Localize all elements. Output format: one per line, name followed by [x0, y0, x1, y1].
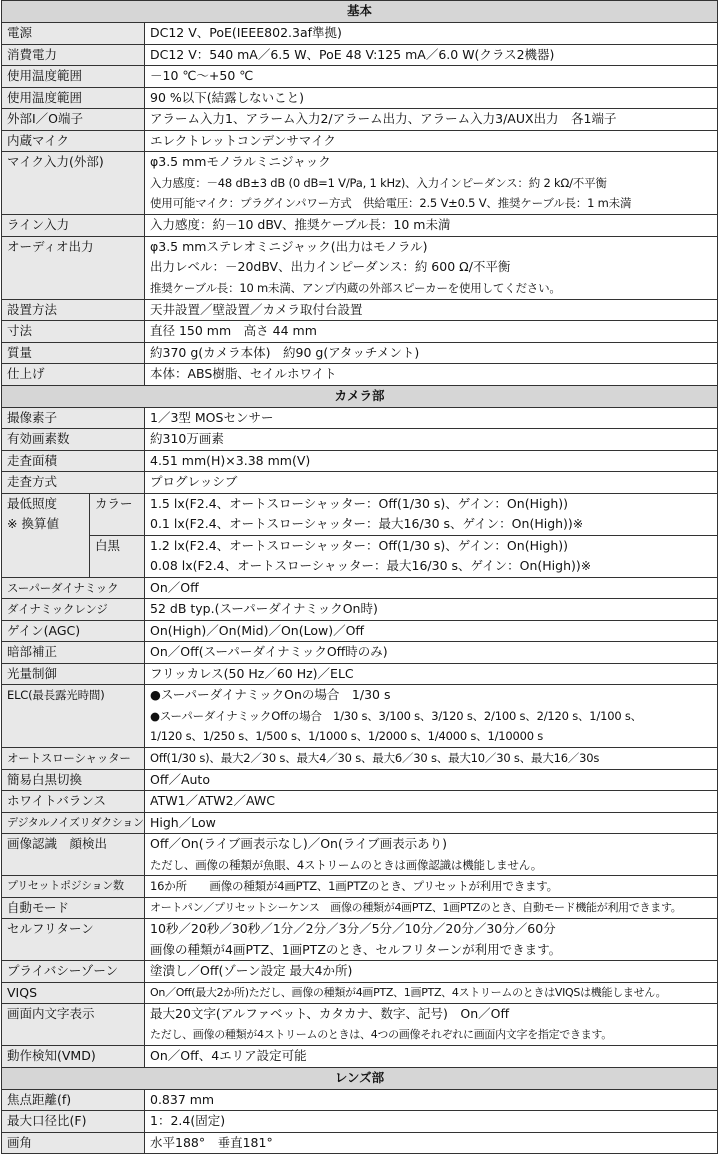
row-label-privacy: プライバシーゾーン — [2, 961, 145, 983]
row-value-bw-switch: Off／Auto — [145, 769, 718, 791]
row-value-scan: プログレッシブ — [145, 472, 718, 494]
row-value-wb: ATW1／ATW2／AWC — [145, 791, 718, 813]
row-label-super-dyn: スーパーダイナミック — [2, 577, 145, 599]
osd-line-1: 最大20文字(アルファベット、カタカナ、数字、記号) On／Off — [150, 1006, 510, 1021]
row-label-dnr: デジタルノイズリダクション — [2, 812, 145, 834]
face-line-1: Off／On(ライブ画表示なし)／On(ライブ画表示あり) — [150, 836, 447, 851]
self-return-line-2: 画像の種類が4画PTZ、1画PTZのとき、セルフリターンが利用できます。 — [150, 941, 562, 957]
mic-in-line-3: 使用可能マイク：プラグインパワー方式 供給電圧：2.5 V±0.5 V、推奨ケーブル長：1 m未満 — [150, 196, 632, 210]
row-label-elc: ELC(最長露光時間) — [2, 685, 145, 748]
audio-out-line-3: 推奨ケーブル長：10 m未満、アンプ内蔵の外部スピーカーを使用してください。 — [150, 280, 561, 295]
self-return-line-1: 10秒／20秒／30秒／1分／2分／3分／5分／10分／20分／30分／60分 — [150, 921, 556, 936]
row-value-sensor: 1／3型 MOSセンサー — [145, 407, 718, 429]
row-label-pixels: 有効画素数 — [2, 429, 145, 451]
row-value-preset: 16か所 画像の種類が4画PTZ、1画PTZのとき、プリセットが利用できます。 — [145, 876, 718, 898]
min-illum-label-2: ※ 換算値 — [7, 516, 59, 531]
row-value-face — [145, 834, 718, 876]
row-value-humidity: 90 %以下(結露しないこと) — [145, 87, 718, 109]
row-label-size: 寸法 — [2, 321, 145, 343]
row-label-wb: ホワイトバランス — [2, 791, 145, 813]
spec-table — [1, 0, 718, 1154]
min-illum-color-value — [145, 493, 718, 535]
min-illum-bw-line-1: 1.2 lx(F2.4、オートスローシャッター：Off(1/30 s)、ゲイン：On(High)) — [150, 537, 569, 553]
row-label-audio-out: オーディオ出力 — [2, 236, 145, 299]
row-value-osd — [145, 1004, 718, 1046]
min-illum-bw-value — [145, 535, 718, 577]
audio-out-line-1: φ3.5 mmステレオミニジャック(出力はモノラル) — [150, 238, 428, 254]
row-label-install: 設置方法 — [2, 299, 145, 321]
row-label-preset: プリセットポジション数 — [2, 876, 145, 898]
row-label-gain: ゲイン(AGC) — [2, 620, 145, 642]
row-value-mic-in — [145, 152, 718, 215]
row-label-mic-in: マイク入力(外部) — [2, 152, 145, 215]
row-label-temp: 使用温度範囲 — [2, 66, 145, 88]
row-value-mic: エレクトレットコンデンサマイク — [145, 130, 718, 152]
section-header-lens: レンズ部 — [2, 1067, 718, 1089]
row-value-dnr: High／Low — [145, 812, 718, 834]
row-value-pixels: 約310万画素 — [145, 429, 718, 451]
mic-in-line-1: φ3.5 mmモノラルミニジャック — [150, 154, 331, 169]
row-label-finish: 仕上げ — [2, 364, 145, 386]
row-label-io: 外部I／O端子 — [2, 109, 145, 131]
row-label-line-in: ライン入力 — [2, 215, 145, 237]
row-value-io: アラーム入力1、アラーム入力2/アラーム出力、アラーム入力3/AUX出力 各1端子 — [145, 109, 718, 131]
min-illum-bw-label: 白黒 — [90, 535, 145, 577]
row-value-dark: On／Off(スーパーダイナミックOff時のみ) — [145, 642, 718, 664]
row-value-mass: 約370 g(カメラ本体) 約90 g(アタッチメント) — [145, 342, 718, 364]
osd-line-2: ただし、画像の種類が4ストリームのときは、4つの画像それぞれに画面内文字を指定できます。 — [150, 1027, 612, 1041]
row-label-light: 光量制御 — [2, 663, 145, 685]
row-label-sensor: 撮像素子 — [2, 407, 145, 429]
row-value-audio-out — [145, 236, 718, 299]
row-label-min-illum — [2, 493, 90, 577]
row-label-scan: 走査方式 — [2, 472, 145, 494]
row-label-mic: 内蔵マイク — [2, 130, 145, 152]
row-value-light: フリッカレス(50 Hz／60 Hz)／ELC — [145, 663, 718, 685]
row-label-auto-mode: 自動モード — [2, 897, 145, 919]
row-value-consumption: DC12 V：540 mA／6.5 W、PoE 48 V:125 mA／6.0 W(クラス2機器) — [145, 44, 718, 66]
row-label-mass: 質量 — [2, 342, 145, 364]
min-illum-color-label: カラー — [90, 493, 145, 535]
row-value-line-in: 入力感度：約－10 dBV、推奨ケーブル長：10 m未満 — [145, 215, 718, 237]
row-value-auto-slow: Off(1/30 s)、最大2／30 s、最大4／30 s、最大6／30 s、最大10／30 s、最大16／30s — [145, 748, 718, 770]
row-label-angle: 画角 — [2, 1132, 145, 1154]
row-value-install: 天井設置／壁設置／カメラ取付台設置 — [145, 299, 718, 321]
row-value-viqs: On／Off(最大2か所)ただし、画像の種類が4画PTZ、1画PTZ、4ストリームのときはVIQSは機能しません。 — [145, 982, 718, 1004]
elc-line-3: 1/120 s、1/250 s、1/500 s、1/1000 s、1/2000 s、1/4000 s、1/10000 s — [150, 729, 544, 743]
row-value-privacy: 塗潰し／Off(ゾーン設定 最大4か所) — [145, 961, 718, 983]
row-value-super-dyn: On／Off — [145, 577, 718, 599]
row-label-dark: 暗部補正 — [2, 642, 145, 664]
elc-line-2: ●スーパーダイナミックOffの場合 1/30 s、3/100 s、3/120 s、2/100 s、2/120 s、1/100 s、 — [150, 708, 642, 723]
row-label-area: 走査面積 — [2, 450, 145, 472]
min-illum-label-1: 最低照度 — [7, 495, 58, 511]
row-label-power: 電源 — [2, 23, 145, 45]
section-header-basic: 基本 — [2, 1, 718, 23]
face-line-2: ただし、画像の種類が魚眼、4ストリームのときは画像認識は機能しません。 — [150, 857, 543, 872]
row-label-dyn-range: ダイナミックレンジ — [2, 599, 145, 621]
elc-line-1: ●スーパーダイナミックOnの場合 1/30 s — [150, 687, 391, 702]
row-value-finish: 本体：ABS樹脂、セイルホワイト — [145, 364, 718, 386]
row-label-viqs: VIQS — [2, 982, 145, 1004]
row-label-face: 画像認識 顔検出 — [2, 834, 145, 876]
row-label-aperture: 最大口径比(F) — [2, 1111, 145, 1133]
min-illum-bw-line-2: 0.08 lx(F2.4、オートスローシャッター：最大16/30 s、ゲイン：On(High))※ — [150, 558, 592, 573]
row-label-humidity: 使用温度範囲 — [2, 87, 145, 109]
row-label-osd: 画面内文字表示 — [2, 1004, 145, 1046]
mic-in-line-2: 入力感度：－48 dB±3 dB (0 dB=1 V/Pa, 1 kHz)、入力インピーダンス：約 2 kΩ/不平衡 — [150, 175, 607, 190]
row-value-vmd: On／Off、4エリア設定可能 — [145, 1046, 718, 1068]
row-label-consumption: 消費電力 — [2, 44, 145, 66]
row-value-size: 直径 150 mm 高さ 44 mm — [145, 321, 718, 343]
row-value-dyn-range: 52 dB typ.(スーパーダイナミックOn時) — [145, 599, 718, 621]
row-value-area: 4.51 mm(H)×3.38 mm(V) — [145, 450, 718, 472]
row-label-focal: 焦点距離(f) — [2, 1089, 145, 1111]
row-value-power: DC12 V、PoE(IEEE802.3af準拠) — [145, 23, 718, 45]
row-value-gain: On(High)／On(Mid)／On(Low)／Off — [145, 620, 718, 642]
row-value-aperture: 1：2.4(固定) — [145, 1111, 718, 1133]
row-label-auto-slow: オートスローシャッター — [2, 748, 145, 770]
row-label-bw-switch: 簡易白黒切換 — [2, 769, 145, 791]
row-value-auto-mode: オートパン／プリセットシーケンス 画像の種類が4画PTZ、1画PTZのとき、自動モード機能が利用できます。 — [145, 897, 718, 919]
min-illum-color-line-1: 1.5 lx(F2.4、オートスローシャッター：Off(1/30 s)、ゲイン：On(High)) — [150, 495, 569, 511]
section-header-camera: カメラ部 — [2, 385, 718, 407]
row-value-angle: 水平188° 垂直181° — [145, 1132, 718, 1154]
row-value-elc — [145, 685, 718, 748]
row-label-vmd: 動作検知(VMD) — [2, 1046, 145, 1068]
row-value-self-return — [145, 919, 718, 961]
row-value-temp: －10 ℃～+50 ℃ — [145, 66, 718, 88]
row-label-self-return: セルフリターン — [2, 919, 145, 961]
row-value-focal: 0.837 mm — [145, 1089, 718, 1111]
min-illum-color-line-2: 0.1 lx(F2.4、オートスローシャッター：最大16/30 s、ゲイン：On(High))※ — [150, 516, 584, 531]
audio-out-line-2: 出力レベル：－20dBV、出力インピーダンス：約 600 Ω/不平衡 — [150, 259, 511, 274]
